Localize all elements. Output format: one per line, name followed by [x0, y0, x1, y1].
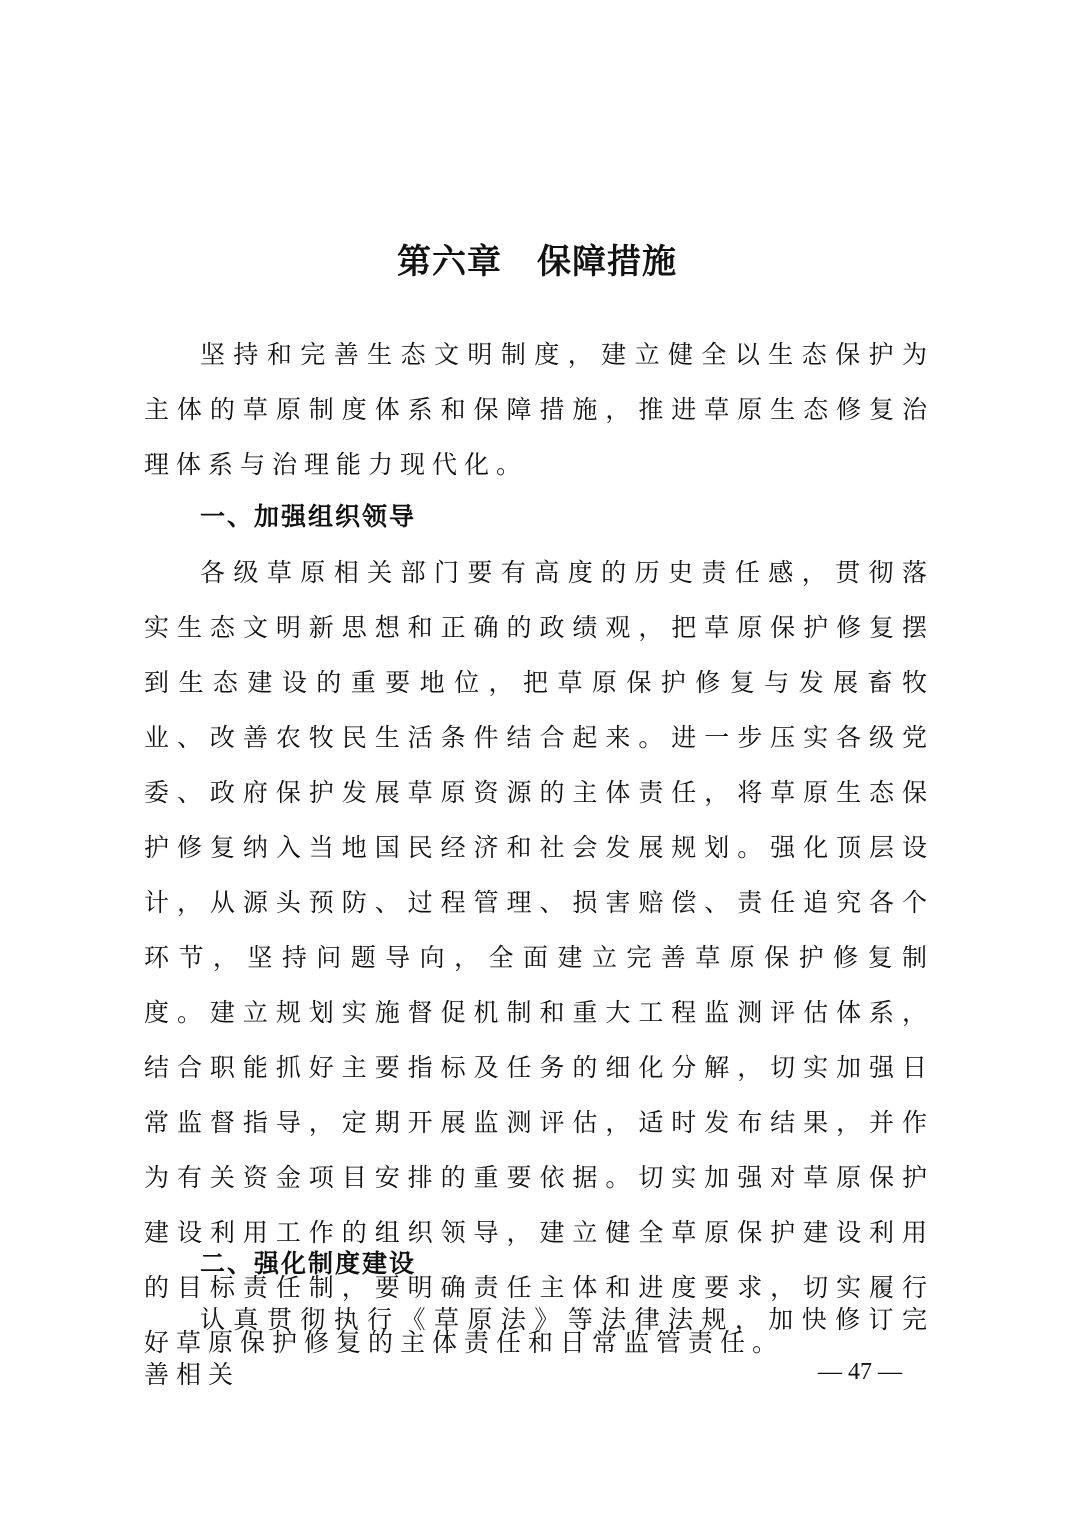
system-paragraph: 认真贯彻执行《草原法》等法律法规，加快修订完善相关 — [144, 1305, 934, 1389]
section-heading-organization: 一、加强组织领导 — [200, 502, 417, 531]
section-heading-system: 二、强化制度建设 — [200, 1249, 417, 1278]
intro-paragraph: 坚持和完善生态文明制度，建立健全以生态保护为主体的草原制度体系和保障措施，推进草原生态修复治理体系与治理能力现代化。 — [144, 340, 934, 479]
page-number: — 47 — — [818, 1359, 902, 1385]
chapter-title: 第六章 保障措施 — [397, 242, 677, 282]
organization-paragraph: 各级草原相关部门要有高度的历史责任感，贯彻落实生态文明新思想和正确的政绩观，把草原保护修复摆到生态建设的重要地位，把草原保护修复与发展畜牧业、改善农牧民生活条件结合起来。进一步压实各级党委、政府保护发展草原资源的主体责任，将草原生态保护修复纳入当地国民经济和社会发展规划。强化顶层设计，从源头预防、过程管理、损害赔偿、责任追究各个环节，坚持问题导向，全面建立完善草原保护修复制度。建立规划实施督促机制和重大工程监测评估体系，结合职能抓好主要指标及任务的细化分解，切实加强日常监督指导，定期开展监测评估，适时发布结果，并作为有关资金项目安排的重要依据。切实加强对草原保护建设利用工作的组织领导，建立健全草原保护建设利用的目标责任制，要明确责任主体和进度要求，切实履行好草原保护修复的主体责任和日常监管责任。 — [144, 558, 934, 1357]
